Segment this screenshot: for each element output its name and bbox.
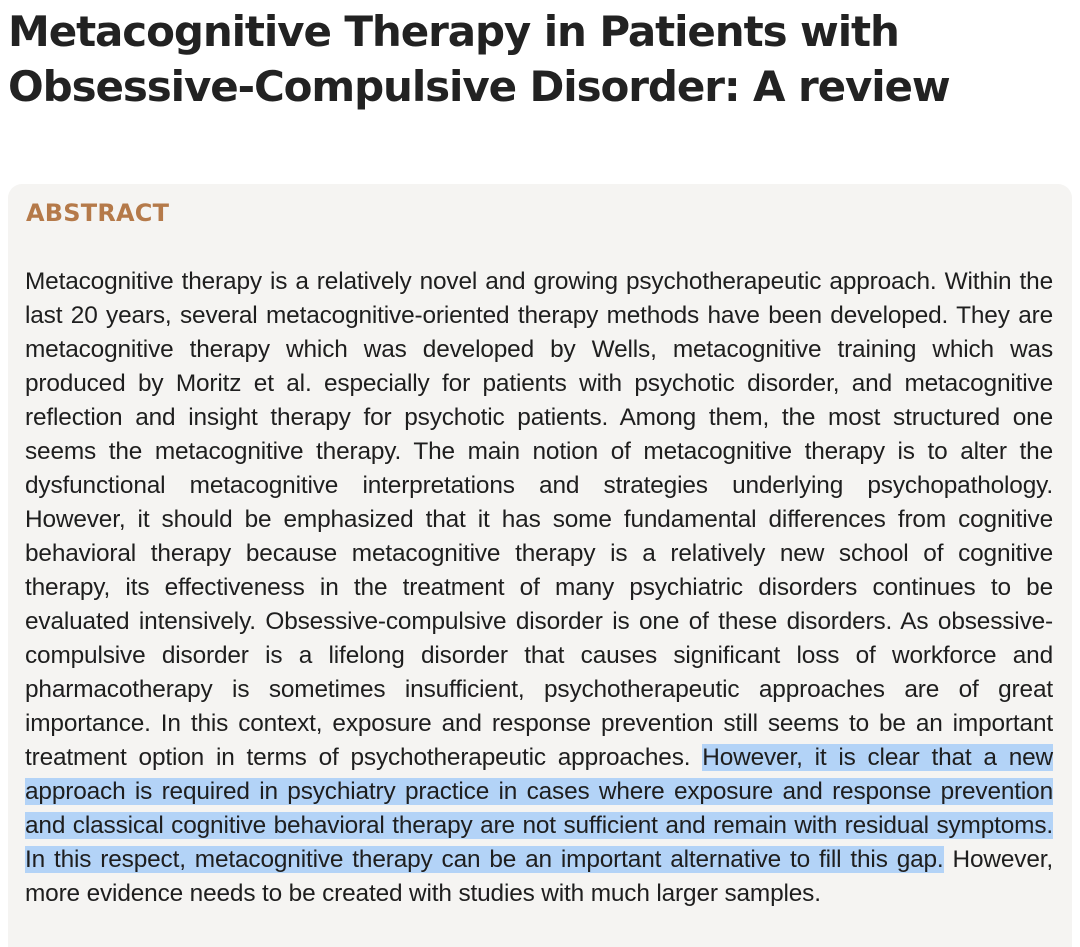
highlighted-text-selection[interactable]: However, it is clear that a new approach is required in psychiatry practice in cases where exposure and response prevention and classical cognitive behavioral therapy are not sufficient and remain with residual symptoms. In this respect, metacognitive therapy can be an important alternative to fill this gap. <box>25 744 1053 873</box>
abstract-text-before-highlight[interactable]: Metacognitive therapy is a relatively novel and growing psychotherapeutic approach. Within the last 20 years, several metacognitive-oriented therapy methods have been developed. They are metacognitive therapy which was developed by Wells, metacognitive training which was produced by Moritz et al. especially for patients with psychotic disorder, and metacognitive reflection and insight therapy for psychotic patients. Among them, the most structured one seems the metacognitive therapy. The main notion of metacognitive therapy is to alter the dysfunctional metacognitive interpretations and strategies underlying psychopathology. However, it should be emphasized that it has some fundamental differences from cognitive behavioral therapy because metacognitive therapy is a relatively new school of cognitive therapy, its effectiveness in the treatment of many psychiatric disorders continues to be evaluated intensively. Obsessive-compulsive disorder is one of these disorders. As obsessive-compulsive disorder is a lifelong disorder that causes significant loss of workforce and pharmacotherapy is sometimes insufficient, psychotherapeutic approaches are of great importance. In this context, exposure and response prevention still seems to be an important treatment option in terms of psychotherapeutic approaches. <box>25 268 1053 771</box>
abstract-section <box>8 184 1072 947</box>
abstract-heading: ABSTRACT <box>26 199 170 227</box>
abstract-text-after-highlight[interactable]: However, more evidence needs to be created with studies with much larger samples. <box>25 846 1053 907</box>
abstract-body[interactable] <box>25 265 1053 911</box>
article-title: Metacognitive Therapy in Patients with Obsessive-Compulsive Disorder: A review <box>8 7 950 111</box>
